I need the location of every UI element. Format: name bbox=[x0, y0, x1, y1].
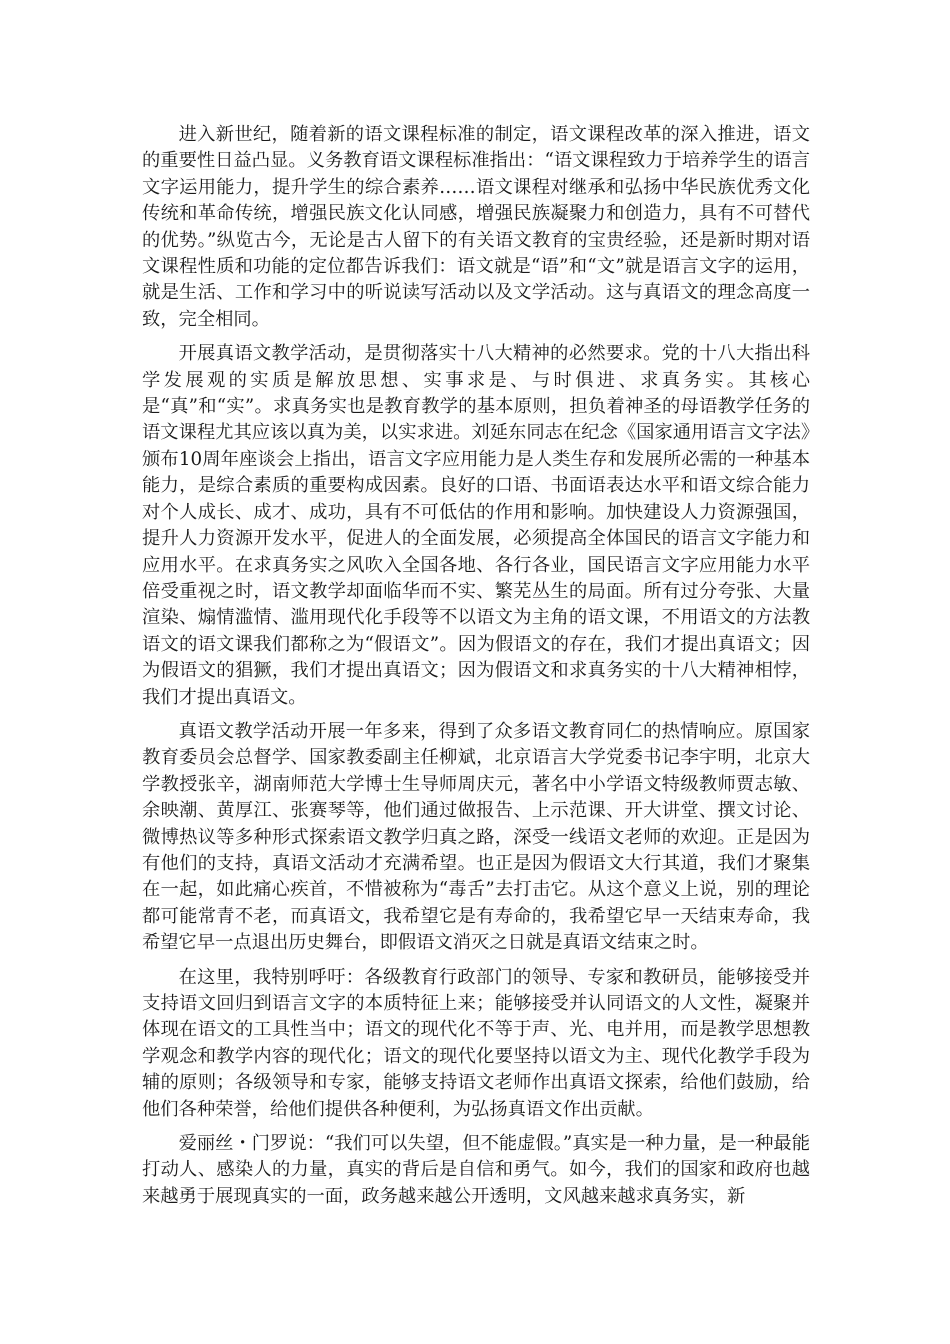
paragraph-3: 真语文教学活动开展一年多来，得到了众多语文教育同仁的热情响应。原国家教育委员会总督学、国家教委副主任柳斌，北京语言大学党委书记李宇明，北京大学教授张辛，湖南师范大学博士生导师周庆元，著名中小学语文特级教师贾志敏、余映潮、黄厚江、张赛琴等，他们通过做报告、上示范课、开大讲堂、撰文讨论、微博热议等多种形式探索语文教学归真之路，深受一线语文老师的欢迎。正是因为有他们的支持，真语文活动才充满希望。也正是因为假语文大行其道，我们才聚集在一起，如此痛心疾首，不惜被称为“毒舌”去打击它。从这个意义上说，别的理论都可能常青不老，而真语文，我希望它是有寿命的，我希望它早一天结束寿命，我希望它早一点退出历史舞台，即假语文消灭之日就是真语文结束之时。 bbox=[142, 720, 810, 954]
paragraph-2: 开展真语文教学活动，是贯彻落实十八大精神的必然要求。党的十八大指出科学发展观的实质是解放思想、实事求是、与时俱进、求真务实。其核心是“真”和“实”。求真务实也是教育教学的基本原则，担负着神圣的母语教学任务的语文课程尤其应该以真为美，以实求进。刘延东同志在纪念《国家通用语言文字法》颁布10周年座谈会上指出，语言文字应用能力是人类生存和发展所必需的一种基本能力，是综合素质的重要构成因素。良好的口语、书面语表达水平和语文综合能力对个人成长、成才、成功，具有不可低估的作用和影响。加快建设人力资源强国，提升人力资源开发水平，促进人的全面发展，必须提高全体国民的语言文字能力和应用水平。在求真务实之风吹入全国各地、各行各业，国民语言文字应用能力水平倍受重视之时，语文教学却面临华而不实、繁芜丛生的局面。所有过分夸张、大量渲染、煽情滥情、滥用现代化手段等不以语文为主角的语文课，不用语文的方法教语文的语文课我们都称之为“假语文”。因为假语文的存在，我们才提出真语文；因为假语文的猖獗，我们才提出真语文；因为假语文和求真务实的十八大精神相悖，我们才提出真语文。 bbox=[142, 343, 810, 708]
paragraph-4: 在这里，我特别呼吁：各级教育行政部门的领导、专家和教研员，能够接受并支持语文回归到语言文字的本质特征上来；能够接受并认同语文的人文性，凝聚并体现在语文的工具性当中；语文的现代化不等于声、光、电并用，而是教学思想教学观念和教学内容的现代化；语文的现代化要坚持以语文为主、现代化教学手段为辅的原则；各级领导和专家，能够支持语文老师作出真语文探索，给他们鼓励，给他们各种荣誉，给他们提供各种便利，为弘扬真语文作出贡献。 bbox=[142, 966, 810, 1120]
paragraph-5: 爱丽丝・门罗说：“我们可以失望，但不能虚假。”真实是一种力量，是一种最能打动人、感染人的力量，真实的背后是自信和勇气。如今，我们的国家和政府也越来越勇于展现真实的一面，政务越来越公开透明，文风越来越求真务实，新 bbox=[142, 1133, 810, 1207]
paragraph-1: 进入新世纪，随着新的语文课程标准的制定，语文课程改革的深入推进，语文的重要性日益凸显。义务教育语文课程标准指出：“语文课程致力于培养学生的语言文字运用能力，提升学生的综合素养……语文课程对继承和弘扬中华民族优秀文化传统和革命传统，增强民族文化认同感，增强民族凝聚力和创造力，具有不可替代的优势。”纵览古今，无论是古人留下的有关语文教育的宝贵经验，还是新时期对语文课程性质和功能的定位都告诉我们：语文就是“语”和“文”就是语言文字的运用，就是生活、工作和学习中的听说读写活动以及文学活动。这与真语文的理念高度一致，完全相同。 bbox=[142, 124, 810, 330]
document-body bbox=[142, 122, 810, 1218]
